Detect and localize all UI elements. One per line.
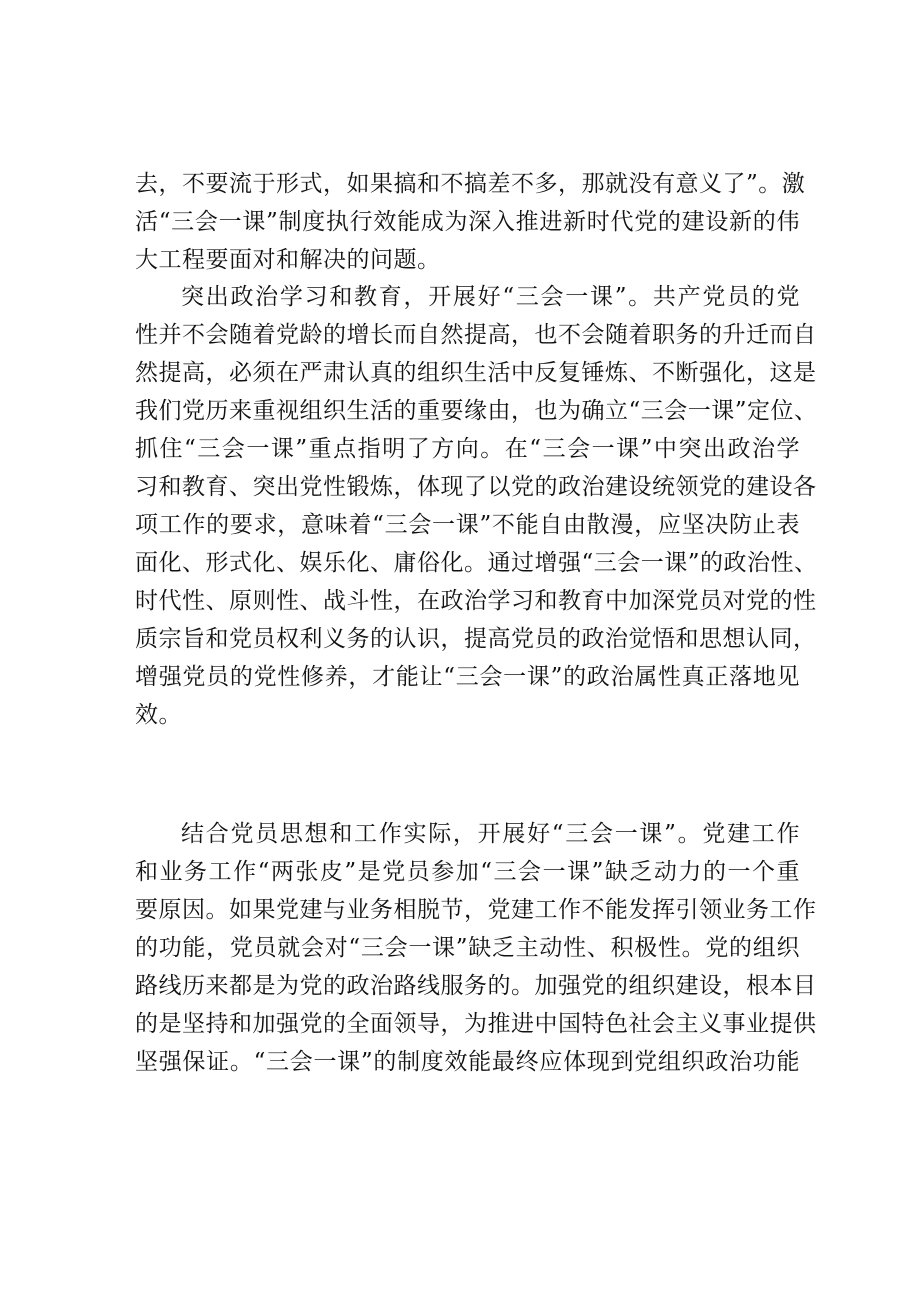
paragraph-line: 要原因。如果党建与业务相脱节，党建工作不能发挥引领业务工作 bbox=[135, 897, 817, 923]
paragraph-line: 我们党历来重视组织生活的重要缘由，也为确立“三会一课”定位、 bbox=[135, 398, 818, 424]
paragraph-line: 去，不要流于形式，如果搞和不搞差不多，那就没有意义了”。激 bbox=[135, 171, 806, 197]
paragraph-line: 的功能，党员就会对“三会一课”缺乏主动性、积极性。党的组织 bbox=[135, 935, 800, 961]
paragraph-line: 的是坚持和加强党的全面领导，为推进中国特色社会主义事业提供 bbox=[135, 1011, 817, 1037]
paragraph-line: 然提高，必须在严肃认真的组织生活中反复锤炼、不断强化，这是 bbox=[135, 360, 817, 386]
paragraph-1 bbox=[135, 165, 806, 279]
paragraph-line: 性并不会随着党龄的增长而自然提高，也不会随着职务的升迁而自 bbox=[135, 322, 817, 348]
paragraph-line: 大工程要面对和解决的问题。 bbox=[135, 247, 441, 273]
paragraph-3 bbox=[135, 815, 817, 1081]
paragraph-2 bbox=[135, 278, 818, 734]
paragraph-line: 活“三会一课”制度执行效能成为深入推进新时代党的建设新的伟 bbox=[135, 209, 800, 235]
paragraph-line: 习和教育、突出党性锻炼，体现了以党的政治建设统领党的建设各 bbox=[135, 474, 817, 500]
paragraph-line: 项工作的要求，意味着“三会一课”不能自由散漫，应坚决防止表 bbox=[135, 512, 800, 538]
paragraph-line: 路线历来都是为党的政治路线服务的。加强党的组织建设，根本目 bbox=[135, 973, 817, 999]
paragraph-line: 增强党员的党性修养，才能让“三会一课”的政治属性真正落地见 bbox=[135, 664, 800, 690]
paragraph-line: 结合党员思想和工作实际，开展好“三会一课”。党建工作 bbox=[181, 821, 800, 847]
paragraph-line: 突出政治学习和教育，开展好“三会一课”。共产党员的党 bbox=[181, 284, 800, 310]
paragraph-line: 面化、形式化、娱乐化、庸俗化。通过增强“三会一课”的政治性、 bbox=[135, 550, 818, 576]
paragraph-line: 时代性、原则性、战斗性，在政治学习和教育中加深党员对党的性 bbox=[135, 588, 817, 614]
paragraph-line: 质宗旨和党员权利义务的认识，提高党员的政治觉悟和思想认同， bbox=[135, 626, 817, 652]
paragraph-line: 坚强保证。“三会一课”的制度效能最终应体现到党组织政治功能 bbox=[135, 1049, 800, 1075]
paragraph-line: 效。 bbox=[135, 702, 182, 728]
paragraph-line: 和业务工作“两张皮”是党员参加“三会一课”缺乏动力的一个重 bbox=[135, 859, 800, 885]
paragraph-line: 抓住“三会一课”重点指明了方向。在“三会一课”中突出政治学 bbox=[135, 436, 800, 462]
